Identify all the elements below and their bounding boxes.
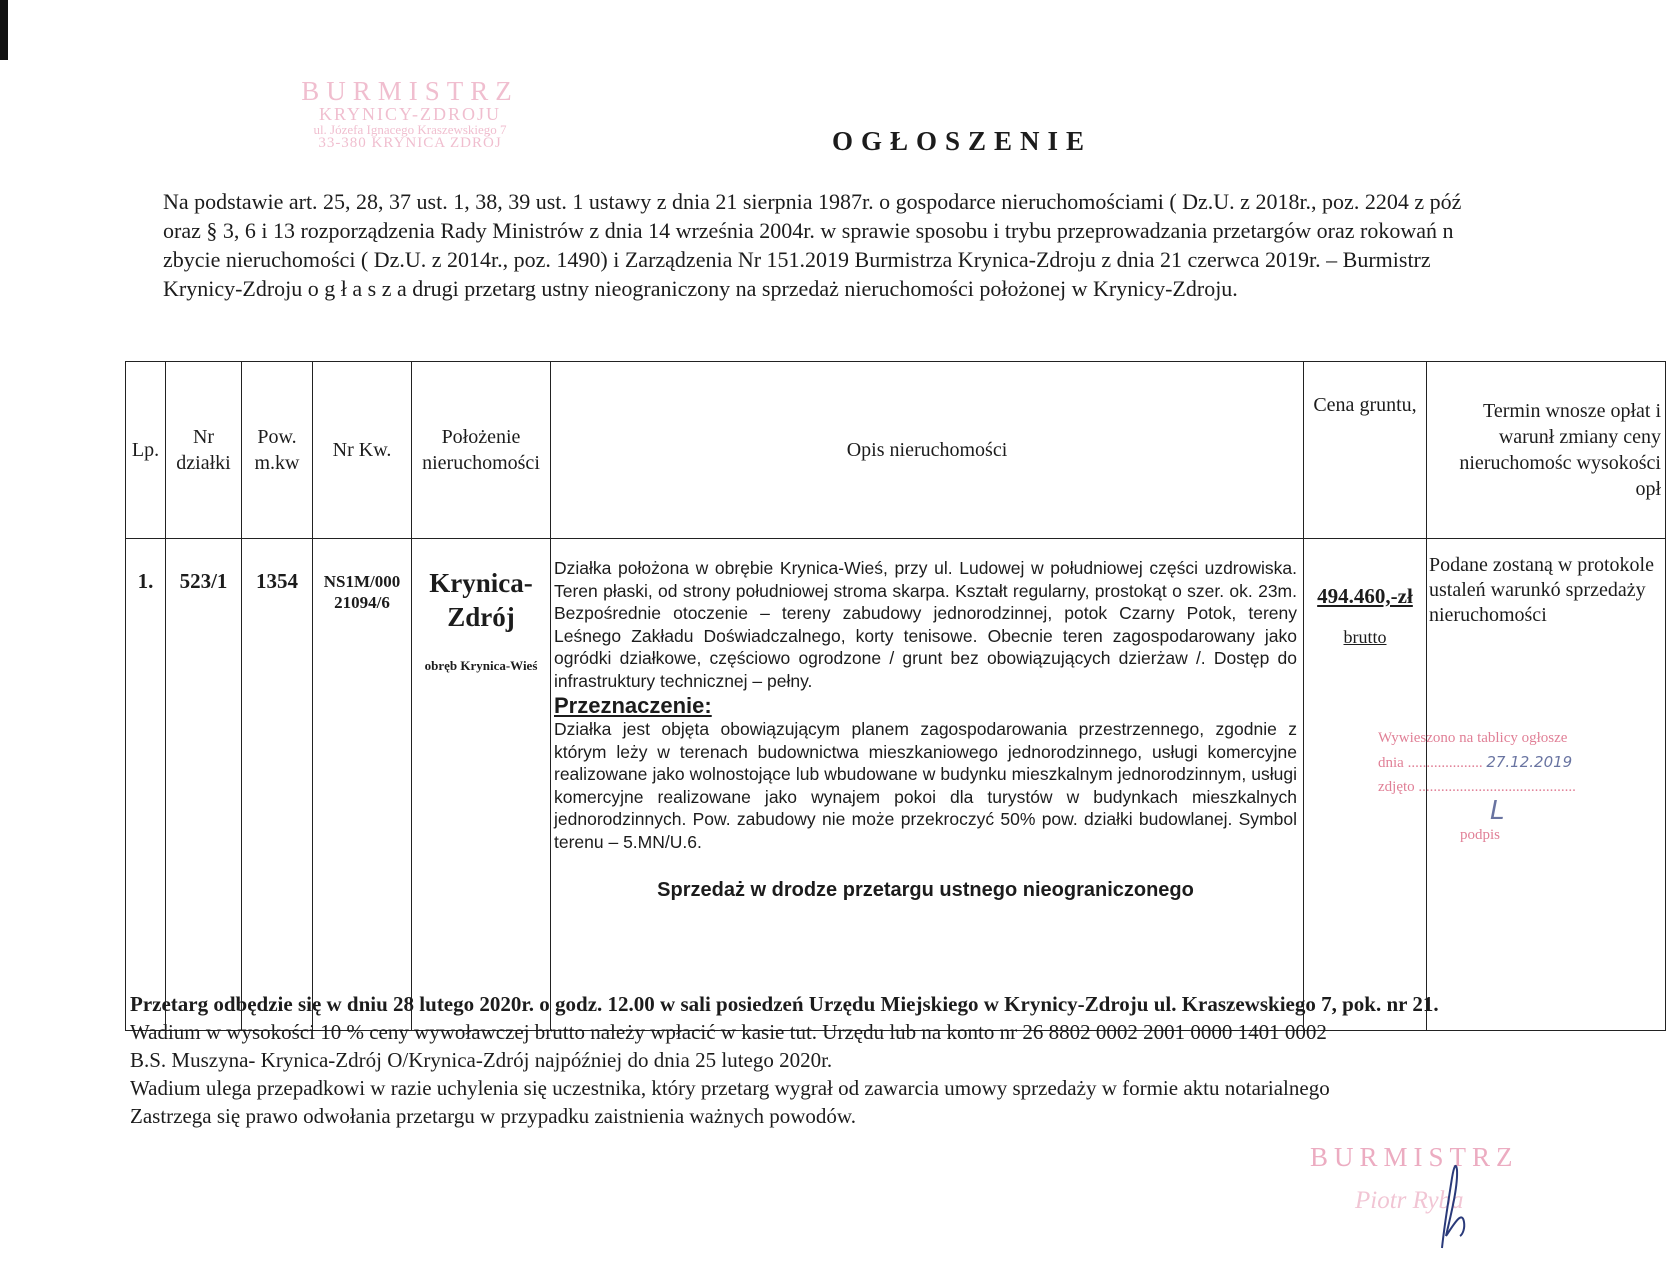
cell-nr-dzialki: 523/1 [166,539,242,1031]
header-pow: Pow. m.kw [242,362,313,539]
footer-line-auction-date: Przetarg odbędzie się w dniu 28 lutego 2020r. o godz. 12.00 w sali posiedzeń Urzędu Miejskiego w Krynicy-Zdroju ul. Kraszewskiego 7, pok. nr 21. [130,992,1439,1016]
signature-icon [1390,1148,1500,1258]
mayor-stamp-name: Piotr Ryba [1355,1187,1464,1214]
footer-line-forfeit: Wadium ulega przepadkowi w razie uchylenia się uczestnika, który przetarg wygrał od zawarcia umowy sprzedaży w formie aktu notarialnego [130,1076,1330,1100]
property-table [125,361,1666,1031]
cell-lp: 1. [126,539,166,1031]
office-stamp [265,78,555,151]
cell-termin: Podane zostaną w protokole ustaleń warunkó sprzedaży nieruchomości [1427,539,1666,1031]
posting-stamp-zdjeto: zdjęto .......................................... [1378,779,1576,795]
posting-stamp-podpis: podpis [1460,827,1501,843]
location-precinct: obręb Krynica-Wieś [424,658,538,673]
intro-line: zbycie nieruchomości ( Dz.U. z 2014r., poz. 1490) i Zarządzenia Nr 151.2019 Burmistrza Krynica-Zdroju z dnia 21 czerwca 2019r. – Burmistrz [163,247,1431,272]
footer-line-reservation: Zastrzega się prawo odwołania przetargu w przypadku zaistnienia ważnych powodów. [130,1104,856,1128]
designation-paragraph: Działka jest objęta obowiązującym planem zagospodarowania przestrzennego, zgodnie z którym leży w terenach budownictwa mieszkaniowego jednorodzinnego, usługi komercyjne realizowane jako wolnostojące lub wbudowane w budynku mieszkalnym jednorodzinnym, usługi komercyjne realizowane jako wynajem pokoi dla turystów w budynkach mieszkalnych jednorodzinnych. Pow. zabudowy nie może przekroczyć 50% pow. działki budowlanej. Symbol terenu – 5.MN/U.6. [554,719,1297,852]
designation-heading: Przeznaczenie: [554,693,712,718]
footer-line-deposit: Wadium w wysokości 10 % ceny wywoławczej brutto należy wpłacić w kasie tut. Urzędu lub na konto nr 26 8802 0002 2001 0000 1401 0002 [130,1020,1327,1044]
sale-mode: Sprzedaż w drodze przetargu ustnego nieograniczonego [657,879,1194,901]
intro-line: oraz § 3, 6 i 13 rozporządzenia Rady Ministrów z dnia 14 września 2004r. w sprawie sposobu i trybu przeprowadzania przetargów oraz rokowań n [163,218,1454,243]
posting-stamp-dnia-label: dnia [1378,755,1404,771]
location-name: Krynica-Zdrój [429,568,533,632]
office-stamp-line2: KRYNICY-ZDROJU [318,104,501,124]
footer-notes [130,990,1610,1130]
office-stamp-line3: ul. Józefa Ignacego Kraszewskiego 7 [313,122,507,137]
description-paragraph: Działka położona w obrębie Krynica-Wieś, przy ul. Ludowej w południowej części uzdrowiska. Teren płaski, od strony południowej stroma skarpa. Kształt regularny, prostokąt o szer. ok. 23m. Bezpośrednie otoczenie – tereny zabudowy jednorodzinnej, potok Czarny Potok, tereny Leśnego Zakładu Doświadczalnego, korty tenisowe. Obecnie teren zagospodarowany jako ogródki działkowe, częściowo ogrodzone / grunt bez obowiązujących dzierżaw /. Dostęp do infrastruktury technicznej – pełny. [554,558,1297,691]
posting-initials: L [1490,796,1505,826]
header-lp: Lp. [126,362,166,539]
header-cena: Cena gruntu, [1304,362,1427,539]
cell-nr-kw [313,539,412,1031]
nr-kw-line1: NS1M/000 [323,572,401,591]
table-header-row [126,362,1666,539]
cell-opis [551,539,1304,1031]
cell-pow: 1354 [242,539,313,1031]
header-opis: Opis nieruchomości [551,362,1304,539]
header-termin: Termin wnosze opłat i warunł zmiany ceny nieruchomośc wysokości opł [1427,362,1666,539]
posting-stamp-dnia: dnia .................... 27.12.2019 [1378,753,1573,771]
posting-stamp [1378,726,1618,843]
price-value: 494.460,-zł [1317,584,1413,608]
header-nr-dzialki: Nr działki [166,362,242,539]
posting-stamp-zdjeto-label: zdjęto [1378,779,1415,795]
office-stamp-line4: 33-380 KRYNICA ZDRÓJ [318,135,502,151]
posting-date: 27.12.2019 [1486,753,1573,771]
header-polozenie: Położenie nieruchomości [412,362,551,539]
footer-line-bank: B.S. Muszyna- Krynica-Zdrój O/Krynica-Zdrój najpóźniej do dnia 25 lutego 2020r. [130,1048,833,1072]
intro-line: Krynicy-Zdroju o g ł a s z a drugi przetarg ustny nieograniczony na sprzedaż nieruchomości położonej w Krynicy-Zdroju. [163,276,1238,301]
intro-paragraph [163,187,1643,303]
intro-line: Na podstawie art. 25, 28, 37 ust. 1, 38, 39 ust. 1 ustawy z dnia 21 sierpnia 1987r. o gospodarce nieruchomościami ( Dz.U. z 2018r., poz. 2204 z póź [163,189,1462,214]
nr-kw-line2: 21094/6 [334,593,390,612]
office-stamp-line1: BURMISTRZ [301,76,519,106]
document-title: OGŁOSZENIE [832,126,1093,156]
posting-stamp-line1: Wywieszono na tablicy ogłosze [1378,730,1568,746]
header-nr-kw: Nr Kw. [313,362,412,539]
scan-edge-mark [0,0,8,60]
cell-polozenie [412,539,551,1031]
mayor-stamp-title: BURMISTRZ [1310,1142,1519,1172]
price-note: brutto [1343,627,1387,647]
